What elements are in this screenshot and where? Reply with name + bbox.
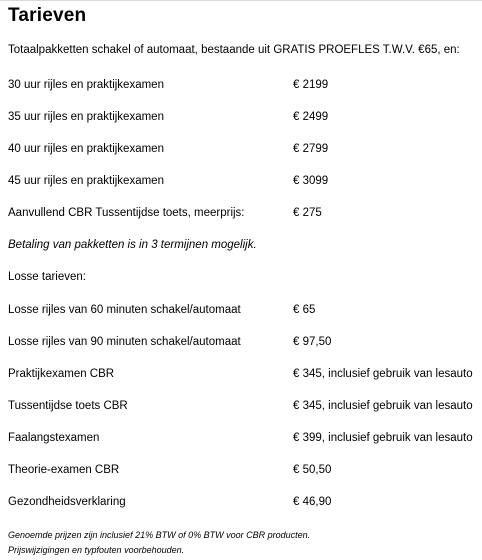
losse-label: Losse rijles van 90 minuten schakel/automaat xyxy=(8,336,241,348)
losse-tarieven-heading: Losse tarieven: xyxy=(8,271,86,283)
losse-label: Faalangstexamen xyxy=(8,432,100,444)
package-price: € 2199 xyxy=(293,79,329,91)
page-title: Tarieven xyxy=(8,5,87,26)
package-price: € 3099 xyxy=(293,175,329,187)
losse-price: € 50,50 xyxy=(293,464,332,476)
footnote-prices: Genoemde prijzen zijn inclusief 21% BTW of 0% BTW voor CBR producten. xyxy=(8,530,311,540)
losse-price: € 345, inclusief gebruik van lesauto xyxy=(293,368,473,380)
package-label: 30 uur rijles en praktijkexamen xyxy=(8,79,164,91)
losse-label: Praktijkexamen CBR xyxy=(8,368,115,380)
losse-label: Tussentijdse toets CBR xyxy=(8,400,128,412)
losse-price: € 345, inclusief gebruik van lesauto xyxy=(293,400,473,412)
package-price: € 275 xyxy=(293,207,322,219)
package-label: 45 uur rijles en praktijkexamen xyxy=(8,175,164,187)
package-label: 40 uur rijles en praktijkexamen xyxy=(8,143,164,155)
package-label: Aanvullend CBR Tussentijdse toets, meerprijs: xyxy=(8,207,245,219)
intro-text: Totaalpakketten schakel of automaat, bestaande uit GRATIS PROEFLES T.W.V. €65, en: xyxy=(8,44,460,56)
top-border xyxy=(0,0,482,1)
payment-note: Betaling van pakketten is in 3 termijnen mogelijk. xyxy=(8,239,257,251)
losse-price: € 399, inclusief gebruik van lesauto xyxy=(293,432,473,444)
losse-price: € 97,50 xyxy=(293,336,332,348)
package-price: € 2499 xyxy=(293,111,329,123)
losse-label: Gezondheidsverklaring xyxy=(8,496,126,508)
losse-label: Losse rijles van 60 minuten schakel/automaat xyxy=(8,304,241,316)
package-label: 35 uur rijles en praktijkexamen xyxy=(8,111,164,123)
losse-price: € 46,90 xyxy=(293,496,332,508)
footnote-disclaimer: Prijswijzigingen en typfouten voorbehouden. xyxy=(8,545,185,555)
package-price: € 2799 xyxy=(293,143,329,155)
losse-label: Theorie-examen CBR xyxy=(8,464,120,476)
losse-price: € 65 xyxy=(293,304,316,316)
